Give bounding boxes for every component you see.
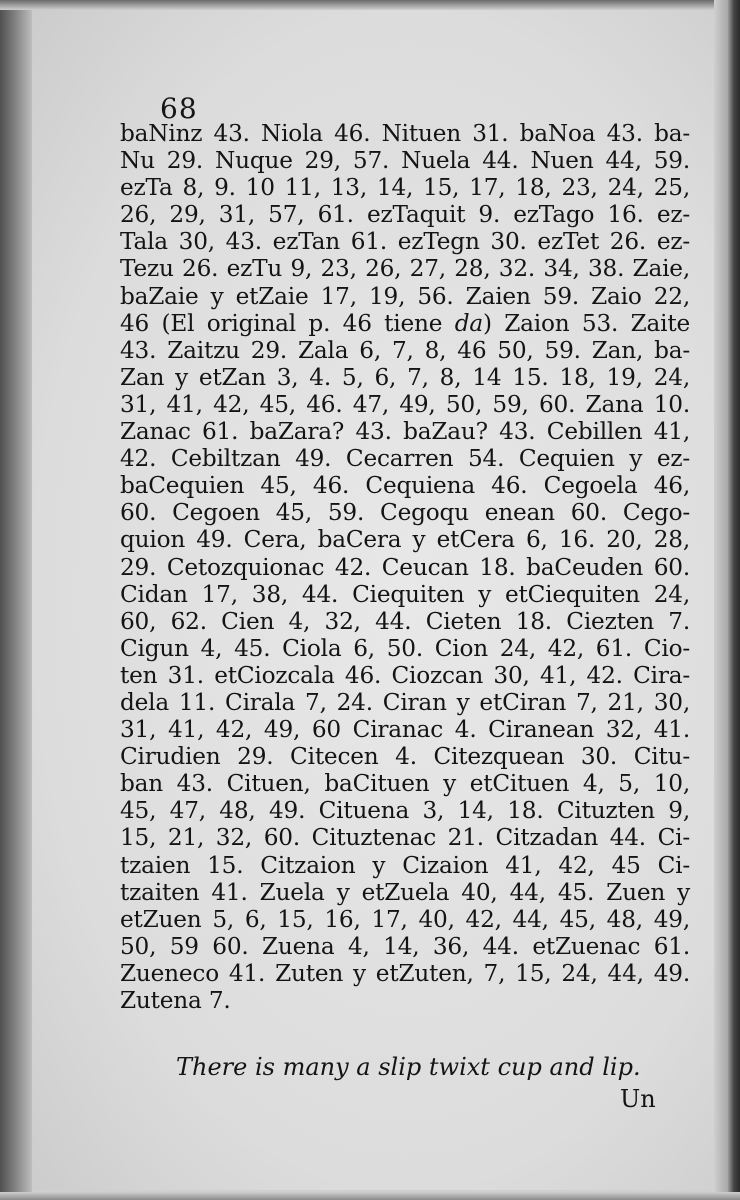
text-line: Zanac 61. baZara? 43. baZau? 43. Cebillen 41,	[120, 418, 690, 446]
text-line: baCequien 45, 46. Cequiena 46. Cegoela 46,	[120, 472, 690, 500]
text-line: 31, 41, 42, 45, 46. 47, 49, 50, 59, 60. Zana 10.	[120, 390, 690, 418]
text-line: 26, 29, 31, 57, 61. ezTaquit 9. ezTago 16. ez-	[120, 201, 690, 229]
text-line: Tezu 26. ezTu 9, 23, 26, 27, 28, 32. 34, 38. Zaie,	[120, 255, 690, 283]
bottom-edge	[0, 1192, 740, 1200]
text-line: Cidan 17, 38, 44. Ciequiten y etCiequiten 24,	[120, 580, 690, 608]
text-line: baZaie y etZaie 17, 19, 56. Zaien 59. Zaio 22,	[120, 282, 690, 310]
text-line: 29. Cetozquionac 42. Ceucan 18. baCeuden 60.	[120, 553, 690, 581]
text-line: Nu 29. Nuque 29, 57. Nuela 44. Nuen 44, 59.	[120, 147, 690, 175]
page-number: 68	[160, 92, 198, 125]
page-right-edge	[728, 0, 740, 1200]
text-line: ten 31. etCiozcala 46. Ciozcan 30, 41, 42. Cira-	[120, 661, 690, 689]
text-line: dela 11. Cirala 7, 24. Ciran y etCiran 7, 21, 30,	[120, 688, 690, 716]
text-line: 60. Cegoen 45, 59. Cegoqu enean 60. Cego-	[120, 499, 690, 527]
text-line: ezTa 8, 9. 10 11, 13, 14, 15, 17, 18, 23, 24, 25,	[120, 174, 690, 202]
proverb-line: There is many a slip twixt cup and lip.	[176, 1053, 641, 1081]
text-line: 60, 62. Cien 4, 32, 44. Cieten 18. Ciezten 7.	[120, 607, 690, 635]
text-line: 43. Zaitzu 29. Zala 6, 7, 8, 46 50, 59. Zan, ba-	[120, 336, 690, 364]
text-line: ban 43. Cituen, baCituen y etCituen 4, 5, 10,	[120, 770, 690, 798]
text-line: 15, 21, 32, 60. Cituztenac 21. Citzadan 44. Ci-	[120, 824, 690, 852]
text-line: 42. Cebiltzan 49. Cecarren 54. Cequien y ez-	[120, 445, 690, 473]
text-line: 46 (El original p. 46 tiene da) Zaion 53. Zaite	[120, 309, 690, 337]
catchword: Un	[620, 1085, 656, 1113]
text-line: quion 49. Cera, baCera y etCera 6, 16. 20, 28,	[120, 526, 690, 554]
text-line: Cirudien 29. Citecen 4. Citezquean 30. Citu-	[120, 743, 690, 771]
text-line: Zueneco 41. Zuten y etZuten, 7, 15, 24, 44, 49.	[120, 959, 690, 987]
top-edge-shadow	[0, 0, 740, 10]
text-line: etZuen 5, 6, 15, 16, 17, 40, 42, 44, 45, 48, 49,	[120, 905, 690, 933]
text-line: 50, 59 60. Zuena 4, 14, 36, 44. etZuenac 61.	[120, 932, 690, 960]
text-line: baNinz 43. Niola 46. Nituen 31. baNoa 43. ba-	[120, 120, 690, 147]
text-line: tzaiten 41. Zuela y etZuela 40, 44, 45. Zuen y	[120, 878, 690, 906]
text-line: Zutena 7.	[120, 987, 231, 1014]
binding-shadow	[0, 0, 32, 1200]
text-line: 31, 41, 42, 49, 60 Ciranac 4. Ciranean 32, 41.	[120, 716, 690, 744]
text-line: Zan y etZan 3, 4. 5, 6, 7, 8, 14 15. 18, 19, 24,	[120, 363, 690, 391]
text-line: Tala 30, 43. ezTan 61. ezTegn 30. ezTet 26. ez-	[120, 228, 690, 256]
page-edge-fade	[714, 0, 728, 1200]
text-line: tzaien 15. Citzaion y Cizaion 41, 42, 45 Ci-	[120, 851, 690, 879]
text-line: Cigun 4, 45. Ciola 6, 50. Cion 24, 42, 61. Cio-	[120, 634, 690, 662]
index-text-block	[120, 120, 690, 1014]
text-line: 45, 47, 48, 49. Cituena 3, 14, 18. Cituzten 9,	[120, 797, 690, 825]
